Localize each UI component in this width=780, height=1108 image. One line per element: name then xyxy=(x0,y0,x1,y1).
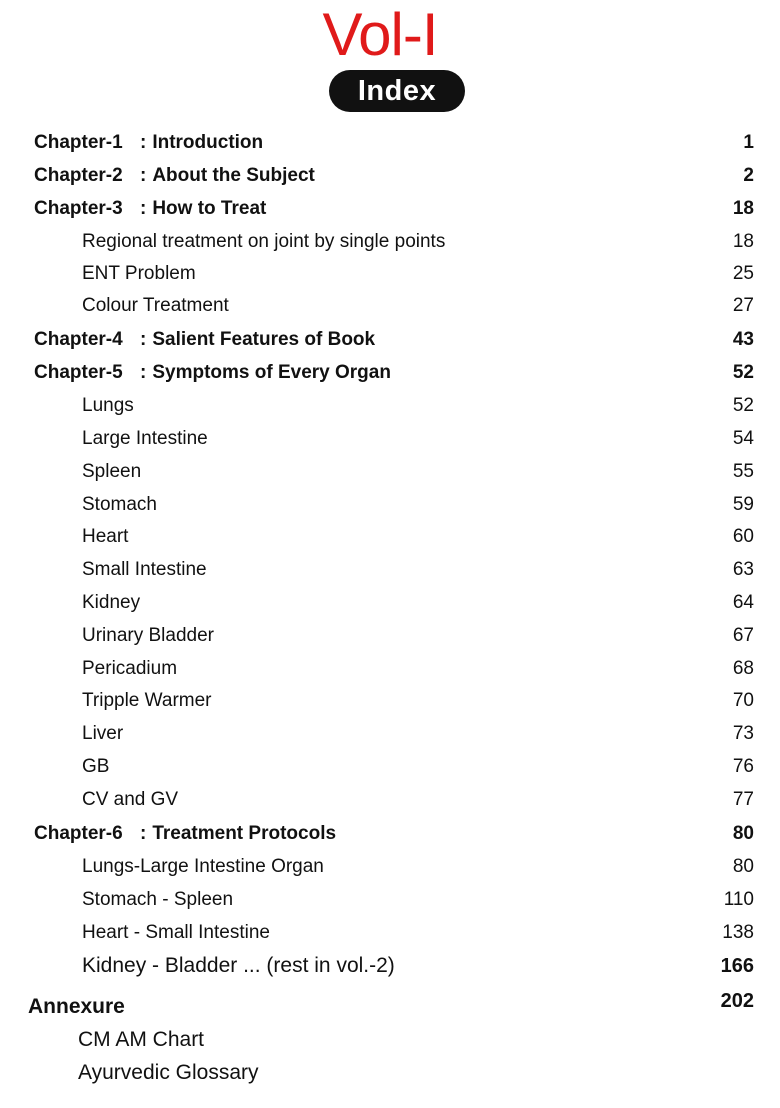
toc-entry-label xyxy=(82,588,140,618)
entry-title: Heart xyxy=(82,526,129,547)
page-number: 1 xyxy=(743,132,754,153)
toc-entry-label xyxy=(82,752,109,782)
toc-entry-label xyxy=(34,128,263,158)
toc-entry-label xyxy=(82,522,128,552)
toc-entry xyxy=(0,555,780,585)
page-number: 52 xyxy=(732,395,754,416)
toc-entry-label xyxy=(82,391,134,421)
toc-entry-label xyxy=(34,194,266,224)
chapter-separator: : xyxy=(140,362,147,383)
page-number: 202 xyxy=(720,990,754,1012)
toc-entry xyxy=(0,291,780,321)
toc-entry xyxy=(0,194,780,224)
entry-title: Heart - Small Intestine xyxy=(82,922,270,943)
entry-title: Liver xyxy=(82,723,124,744)
entry-title: Large Intestine xyxy=(82,428,208,449)
toc-entry-label xyxy=(82,621,214,651)
toc-entry xyxy=(0,424,780,454)
page-number: 77 xyxy=(732,789,754,810)
entry-title: Tripple Warmer xyxy=(82,690,212,711)
entry-title: Annexure xyxy=(28,995,125,1018)
toc-entry xyxy=(0,161,780,191)
chapter-title: About the Subject xyxy=(152,165,315,186)
toc-entry-label xyxy=(82,654,177,684)
page-number: 68 xyxy=(732,658,754,679)
chapter-title: How to Treat xyxy=(152,198,267,219)
volume-title: Vol-I xyxy=(322,1,438,68)
toc-entry xyxy=(0,1058,780,1088)
toc-entry xyxy=(0,391,780,421)
toc-entry xyxy=(0,885,780,915)
toc-entry-label xyxy=(82,259,196,289)
page-number: 27 xyxy=(732,295,754,316)
toc-entry-label xyxy=(82,951,395,981)
page-number: 67 xyxy=(732,625,754,646)
toc-entry xyxy=(0,588,780,618)
chapter-number: Chapter-6 xyxy=(34,823,123,844)
page-number: 73 xyxy=(732,723,754,744)
toc-entry xyxy=(0,852,780,882)
toc-entry-label xyxy=(82,852,324,882)
page-number: 2 xyxy=(743,165,754,186)
entry-title: Kidney xyxy=(82,592,141,613)
index-heading: Index xyxy=(357,74,437,107)
chapter-number: Chapter-1 xyxy=(34,132,123,153)
entry-title: Ayurvedic Glossary xyxy=(78,1061,259,1084)
page-number: 63 xyxy=(732,559,754,580)
page-number: 80 xyxy=(732,823,754,844)
toc-entry-label xyxy=(82,227,445,257)
toc-entry xyxy=(0,325,780,355)
chapter-title: Salient Features of Book xyxy=(152,329,376,350)
toc-entry xyxy=(0,490,780,520)
page-number: 18 xyxy=(732,198,754,219)
toc-entry xyxy=(0,227,780,257)
toc-entry-label xyxy=(28,992,125,1022)
page-number: 80 xyxy=(732,856,754,877)
entry-title: Kidney - Bladder ... (rest in vol.-2) xyxy=(82,954,395,977)
page-number: 59 xyxy=(732,494,754,515)
toc-entry-label xyxy=(82,424,208,454)
toc-entry xyxy=(0,522,780,552)
page-number: 55 xyxy=(732,461,754,482)
entry-title: Colour Treatment xyxy=(82,295,229,316)
chapter-separator: : xyxy=(140,198,147,219)
toc-entry xyxy=(0,951,780,981)
toc-entry-label xyxy=(82,885,233,915)
entry-title: Pericadium xyxy=(82,658,178,679)
toc-entry xyxy=(0,621,780,651)
toc-entry-label xyxy=(82,686,212,716)
entry-title: Urinary Bladder xyxy=(82,625,214,646)
entry-title: Stomach - Spleen xyxy=(82,889,234,910)
entry-title: CV and GV xyxy=(82,789,179,810)
chapter-number: Chapter-4 xyxy=(34,329,123,350)
toc-entry xyxy=(0,654,780,684)
toc-entry-label xyxy=(82,457,141,487)
toc-entry xyxy=(0,686,780,716)
toc-entry xyxy=(0,918,780,948)
page-number: 70 xyxy=(732,690,754,711)
entry-title: Spleen xyxy=(82,461,142,482)
chapter-number: Chapter-2 xyxy=(34,165,123,186)
toc-entry xyxy=(0,785,780,815)
page-number: 43 xyxy=(732,329,754,350)
chapter-separator: : xyxy=(140,165,147,186)
toc-entry-label xyxy=(82,555,207,585)
chapter-separator: : xyxy=(140,329,147,350)
toc-entry xyxy=(0,819,780,849)
toc-entry xyxy=(0,1025,780,1055)
entry-title: Lungs-Large Intestine Organ xyxy=(82,856,324,877)
entry-title: Regional treatment on joint by single points xyxy=(82,231,446,252)
toc-entry-label xyxy=(78,1025,204,1055)
entry-title: ENT Problem xyxy=(82,263,196,284)
toc-entry-label xyxy=(34,161,315,191)
toc-entry xyxy=(0,752,780,782)
toc-entry xyxy=(0,358,780,388)
chapter-separator: : xyxy=(140,132,147,153)
chapter-number: Chapter-3 xyxy=(34,198,123,219)
page-number: 18 xyxy=(732,231,754,252)
page-number: 54 xyxy=(732,428,754,449)
toc-entry-label xyxy=(78,1058,259,1088)
page-number: 25 xyxy=(732,263,754,284)
entry-title: Stomach xyxy=(82,494,157,515)
toc-entry-label xyxy=(34,358,391,388)
page-number: 60 xyxy=(732,526,754,547)
toc-entry-label xyxy=(34,819,336,849)
toc-entry-label xyxy=(34,325,375,355)
chapter-separator: : xyxy=(140,823,147,844)
toc-entry xyxy=(0,457,780,487)
toc-entry-label xyxy=(82,785,178,815)
entry-title: CM AM Chart xyxy=(78,1028,205,1051)
chapter-title: Introduction xyxy=(152,132,264,153)
entry-title: Lungs xyxy=(82,395,134,416)
page-number: 52 xyxy=(732,362,754,383)
toc-entry-label xyxy=(82,291,229,321)
toc-entry-label xyxy=(82,490,157,520)
toc-entry-label xyxy=(82,918,270,948)
chapter-title: Symptoms of Every Organ xyxy=(152,362,391,383)
page-number: 166 xyxy=(720,955,754,977)
toc-entry-label xyxy=(82,719,123,749)
page-number: 76 xyxy=(732,756,754,777)
page-number: 110 xyxy=(723,889,754,910)
page-number: 64 xyxy=(732,592,754,613)
page-number: 138 xyxy=(722,922,754,943)
entry-title: Small Intestine xyxy=(82,559,207,580)
toc-entry xyxy=(0,719,780,749)
toc-entry xyxy=(0,992,780,1022)
toc-entry xyxy=(0,128,780,158)
entry-title: GB xyxy=(82,756,110,777)
chapter-title: Treatment Protocols xyxy=(152,823,337,844)
chapter-number: Chapter-5 xyxy=(34,362,123,383)
toc-entry xyxy=(0,259,780,289)
